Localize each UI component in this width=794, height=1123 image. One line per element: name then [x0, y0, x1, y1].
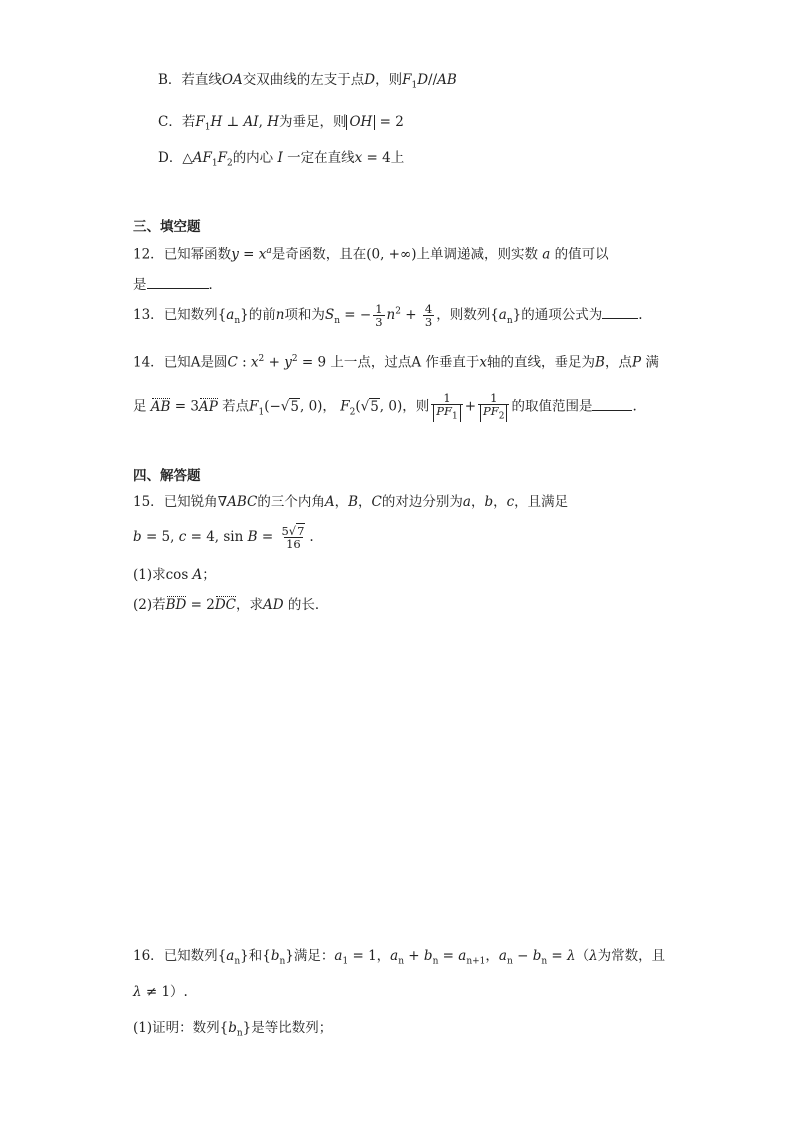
option-b: B．若直线OA交双曲线的左支于点D，则$F_1D//AB$ — [158, 72, 457, 91]
question-12: 12．已知幂函数$y = x^a$是奇函数，且在(0, +∞)上单调递减，则实数 a 的值可以 — [133, 246, 609, 263]
fraction: $\frac{1}{PF_2}$ — [478, 392, 509, 422]
question-16-cont: λ ≠ 1）. — [133, 984, 188, 1000]
option-d: D．$\triangle AF_1F_2$的内心 I 一定在直线x = 4上 — [158, 150, 405, 169]
question-15: 15．已知锐角∇ABC的三个内角A，B，C的对边分别为a，b，c，且满足 — [133, 494, 569, 510]
question-14: 14．已知A是圆C : $x^2 + y^2 = 9$ 上一点，过点A 作垂直于x轴的直线，垂足为B，点P 满 — [133, 354, 659, 371]
question-13: 13．已知数列$\{a_n\}$的前n项和为$S_n$ = − $\frac{1}{3}$ $n^2$ + $\frac{4}{3}$ ，则数列$\{a_n\}$的通项公式为 . — [133, 302, 643, 330]
question-15-part-2: (2)若BD = 2DC，求AD 的长． — [133, 597, 329, 613]
fraction: $\frac{5√7}{16}$ — [281, 524, 305, 552]
section-heading-solve: 四、解答题 — [133, 468, 201, 484]
question-15-given: b = 5, c = 4, sin B = $\frac{5√7}{16}$ . — [133, 524, 314, 552]
fraction: $\frac{1}{PF_1}$ — [431, 392, 462, 422]
question-14-cont: 足 AB = 3AP 若点$F_1(-√5$, 0)， $F_2(√5$, 0)，则 $\frac{1}{PF_1}$ + $\frac{1}{PF_2}$ 的取值范围是 . — [133, 391, 637, 422]
option-c: C．若$F_1H$ ⊥ AI, H为垂足，则 OH = 2 — [158, 114, 404, 133]
fraction: $\frac{4}{3}$ — [424, 302, 433, 330]
question-15-part-1: (1)求cos A； — [133, 567, 216, 583]
section-heading-fill-in: 三、填空题 — [133, 219, 201, 235]
question-16-part-1: (1)证明：数列$\{b_n\}$是等比数列； — [133, 1020, 333, 1039]
question-12-cont: 是 ． — [133, 277, 222, 293]
answer-blank[interactable] — [602, 306, 638, 319]
answer-blank[interactable] — [592, 398, 632, 411]
fraction: $\frac{1}{3}$ — [375, 302, 383, 330]
answer-blank[interactable] — [147, 276, 209, 289]
question-16: 16．已知数列$\{a_n\}$和$\{b_n\}$满足：$a_1 = 1$，$a_n + b_n = a_{n+1}$，$a_n - b_n = \lambda(\lambda$为常数，且 — [133, 948, 666, 967]
